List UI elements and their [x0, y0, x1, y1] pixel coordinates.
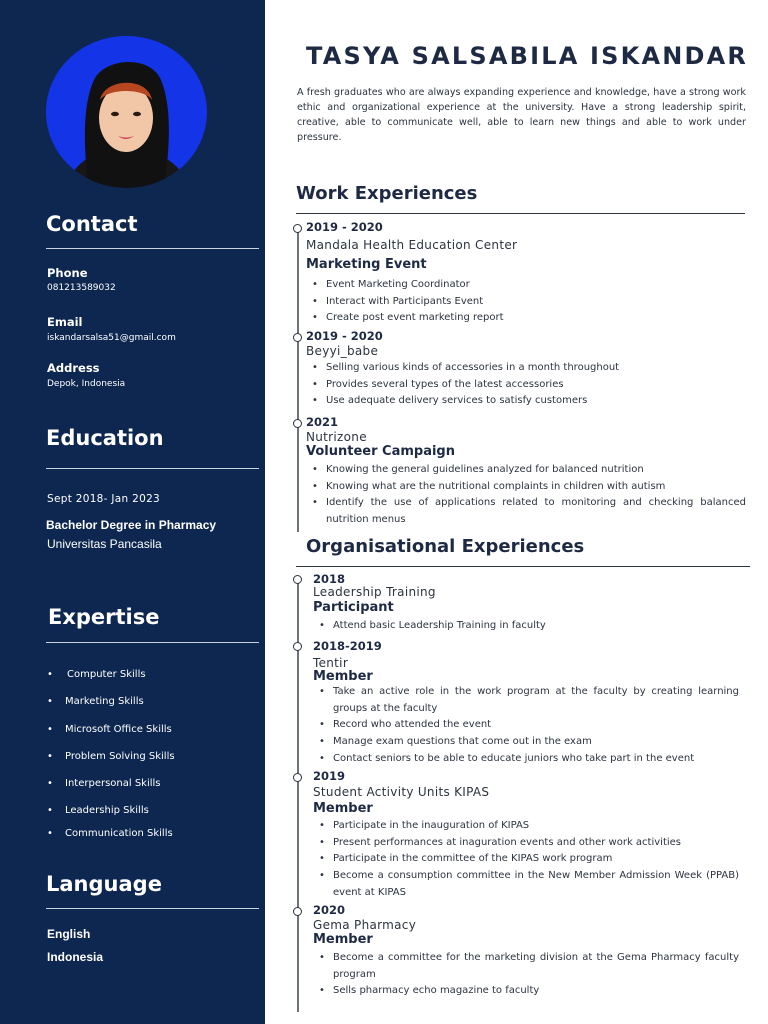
org-role: Member — [313, 932, 373, 947]
phone-label: Phone — [47, 266, 88, 280]
org-year: 2019 — [313, 769, 346, 783]
contact-heading: Contact — [46, 212, 138, 236]
divider — [46, 908, 259, 909]
address-label: Address — [47, 361, 100, 375]
timeline-dot — [293, 419, 302, 428]
list-item: • Attend basic Leadership Training in faculty — [313, 618, 739, 635]
education-school: Universitas Pancasila — [47, 537, 162, 551]
timeline-dot — [293, 333, 302, 342]
org-name: Student Activity Units KIPAS — [313, 785, 490, 799]
work-year: 2019 - 2020 — [306, 220, 383, 234]
list-item: • Contact seniors to be able to educate juniors who take part in the event — [313, 751, 739, 768]
work-year: 2019 - 2020 — [306, 329, 383, 343]
org-points — [313, 950, 739, 1000]
expertise-heading: Expertise — [48, 605, 160, 629]
org-points — [313, 618, 739, 635]
list-item: • Become a committee for the marketing division at the Gema Pharmacy faculty program — [313, 950, 739, 983]
work-org: Mandala Health Education Center — [306, 238, 518, 252]
timeline-dot — [293, 642, 302, 651]
organisational-heading: Organisational Experiences — [306, 536, 585, 557]
org-name: Tentir — [313, 656, 349, 670]
divider — [46, 248, 259, 249]
list-item: • Create post event marketing report — [306, 310, 746, 327]
timeline-line — [297, 228, 299, 532]
list-item: • Present performances at inaguration events and other work activities — [313, 835, 739, 852]
email-value: iskandarsalsa51@gmail.com — [47, 333, 176, 343]
list-item: • Record who attended the event — [313, 717, 739, 734]
list-item: • Identify the use of applications related to monitoring and checking balanced nutrition menus — [306, 495, 746, 528]
profile-photo — [46, 36, 207, 188]
org-role: Member — [313, 669, 373, 684]
profile-summary: A fresh graduates who are always expanding experience and knowledge, have a strong work ethic and organizational experience at the university. Have a strong leadership spirit, creative, able to communicate well, able to learn new things and able to work under pressure. — [297, 87, 746, 143]
address-value: Depok, Indonesia — [47, 379, 126, 389]
work-points — [306, 462, 746, 529]
list-item: • Sells pharmacy echo magazine to faculty — [313, 983, 739, 1000]
work-org: Beyyi_babe — [306, 344, 379, 358]
work-role: Volunteer Campaign — [306, 444, 455, 459]
timeline-dot — [293, 575, 302, 584]
timeline-dot — [293, 907, 302, 916]
timeline-dot — [293, 773, 302, 782]
list-item: • Participate in the inauguration of KIPAS — [313, 818, 739, 835]
language-heading: Language — [46, 872, 162, 896]
list-item: • Event Marketing Coordinator — [306, 277, 746, 294]
language-item: English — [47, 927, 91, 941]
timeline-dot — [293, 224, 302, 233]
org-year: 2018 — [313, 572, 346, 586]
org-year: 2020 — [313, 903, 346, 917]
list-item: • Take an active role in the work program at the faculty by creating learning groups at the faculty — [313, 684, 739, 717]
list-item: • Manage exam questions that come out in the exam — [313, 734, 739, 751]
org-role: Participant — [313, 600, 394, 615]
list-item: • Interact with Participants Event — [306, 294, 746, 311]
work-points — [306, 277, 746, 327]
divider — [46, 468, 259, 469]
email-label: Email — [47, 315, 83, 329]
org-year: 2018-2019 — [313, 639, 382, 653]
list-item: • Knowing the general guidelines analyzed for balanced nutrition — [306, 462, 746, 479]
divider — [296, 213, 745, 214]
list-item: • Use adequate delivery services to satisfy customers — [306, 393, 746, 410]
list-item: • Provides several types of the latest accessories — [306, 377, 746, 394]
org-name: Leadership Training — [313, 585, 436, 599]
work-role: Marketing Event — [306, 257, 427, 272]
phone-value: 081213589032 — [47, 283, 116, 293]
org-name: Gema Pharmacy — [313, 918, 417, 932]
work-points — [306, 360, 746, 410]
list-item: • Become a consumption committee in the New Member Admission Week (PPAB) event at KIPAS — [313, 868, 739, 901]
list-item: • Knowing what are the nutritional complaints in children with autism — [306, 479, 746, 496]
sidebar: Contact Phone 081213589032 Email iskandarsalsa51@gmail.com Address Depok, Indonesia Education Sept 2018- Jan 2023 Bachelor Degree in Pharmacy Universitas Pancasila Expertise • Computer Skills • Marketing Skills • Microsoft Office Skills • Problem Solving Skills • Interpersonal Skills • Leadership Skills • Communication Skills Language English Indonesia — [0, 0, 265, 1024]
org-points — [313, 684, 739, 768]
list-item: • Selling various kinds of accessories in a month throughout — [306, 360, 746, 377]
education-degree: Bachelor Degree in Pharmacy — [46, 518, 217, 532]
work-org: Nutrizone — [306, 430, 367, 444]
language-item: Indonesia — [47, 950, 104, 964]
list-item: • Participate in the committee of the KIPAS work program — [313, 851, 739, 868]
divider — [46, 642, 259, 643]
org-role: Member — [313, 801, 373, 816]
education-heading: Education — [46, 426, 164, 450]
org-points — [313, 818, 739, 902]
education-date: Sept 2018- Jan 2023 — [47, 493, 161, 505]
divider — [296, 566, 750, 567]
work-heading: Work Experiences — [296, 183, 478, 204]
candidate-name: TASYA SALSABILA ISKANDAR — [306, 42, 749, 70]
work-year: 2021 — [306, 415, 339, 429]
